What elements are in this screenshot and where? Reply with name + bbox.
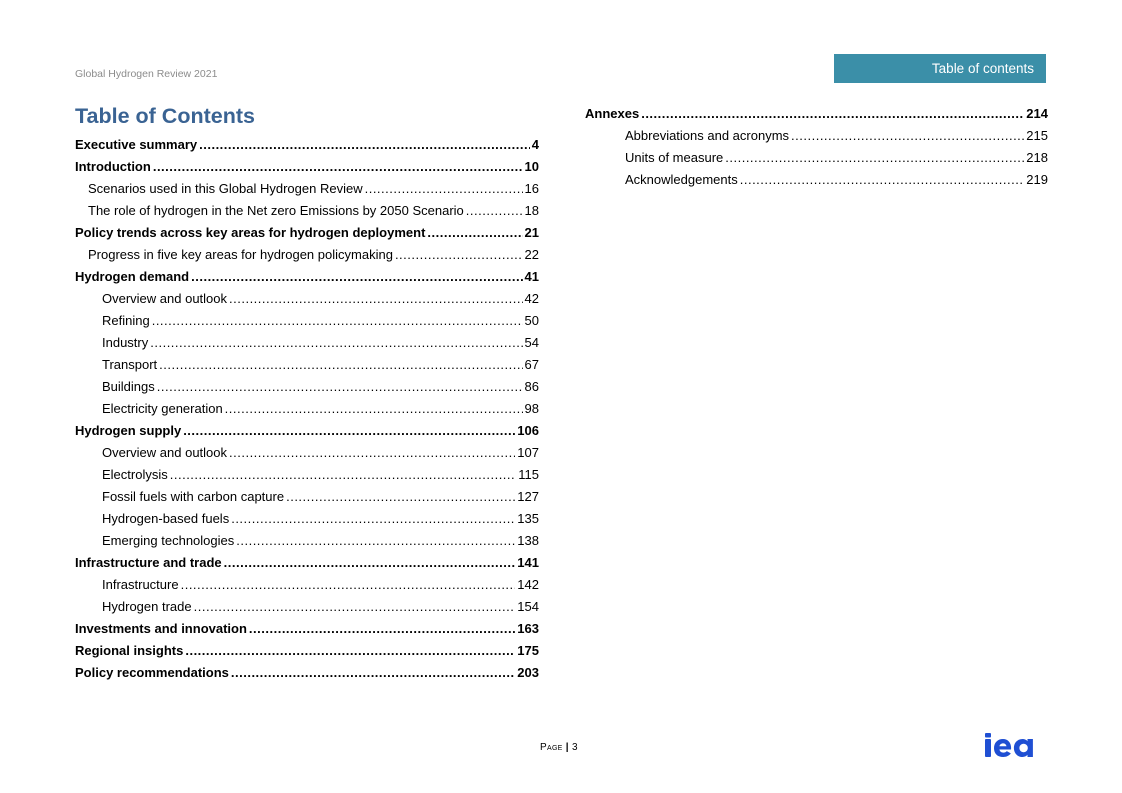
dot-leader bbox=[152, 310, 523, 332]
toc-entry-page: 41 bbox=[524, 269, 539, 284]
toc-entry-page: 4 bbox=[531, 137, 539, 152]
toc-entry[interactable] bbox=[75, 662, 539, 684]
toc-entry[interactable] bbox=[75, 508, 539, 530]
dot-leader bbox=[157, 376, 523, 398]
dot-leader bbox=[365, 178, 523, 200]
toc-entry-page: 98 bbox=[524, 401, 539, 416]
dot-leader bbox=[231, 508, 515, 530]
toc-entry-page: 10 bbox=[524, 159, 539, 174]
toc-entry[interactable] bbox=[585, 125, 1048, 147]
toc-entry-page: 127 bbox=[517, 489, 539, 504]
toc-entry[interactable] bbox=[75, 376, 539, 398]
dot-leader bbox=[249, 618, 515, 640]
toc-entry-label: Industry bbox=[102, 335, 149, 350]
toc-entry-page: 138 bbox=[517, 533, 539, 548]
toc-entry[interactable] bbox=[75, 486, 539, 508]
dot-leader bbox=[199, 134, 530, 156]
toc-entry[interactable] bbox=[75, 618, 539, 640]
toc-entry[interactable] bbox=[585, 103, 1048, 125]
toc-entry[interactable] bbox=[75, 574, 539, 596]
toc-entry-label: Policy recommendations bbox=[75, 665, 229, 680]
toc-entry-page: 16 bbox=[524, 181, 539, 196]
logo-i-stem bbox=[985, 739, 991, 757]
toc-entry[interactable] bbox=[75, 266, 539, 288]
toc-entry-page: 218 bbox=[1026, 150, 1048, 165]
toc-entry-label: Transport bbox=[102, 357, 158, 372]
dot-leader bbox=[791, 125, 1024, 147]
dot-leader bbox=[466, 200, 523, 222]
section-tab-label: Table of contents bbox=[931, 61, 1034, 76]
toc-entry[interactable] bbox=[75, 222, 539, 244]
toc-entry[interactable] bbox=[585, 169, 1048, 191]
toc-entry-page: 106 bbox=[517, 423, 539, 438]
toc-entry-page: 175 bbox=[517, 643, 539, 658]
dot-leader bbox=[286, 486, 515, 508]
dot-leader bbox=[181, 574, 516, 596]
dot-leader bbox=[194, 596, 516, 618]
page-label: Page bbox=[540, 742, 563, 753]
toc-entry-page: 22 bbox=[524, 247, 539, 262]
dot-leader bbox=[427, 222, 522, 244]
toc-entry-label: Overview and outlook bbox=[102, 291, 228, 306]
dot-leader bbox=[236, 530, 515, 552]
toc-entry-page: 203 bbox=[517, 665, 539, 680]
toc-entry-label: Infrastructure and trade bbox=[75, 555, 222, 570]
toc-entry[interactable] bbox=[75, 156, 539, 178]
toc-entry-label: Policy trends across key areas for hydrogen deployment bbox=[75, 225, 426, 240]
logo-a bbox=[1014, 739, 1033, 757]
toc-entry-label: Overview and outlook bbox=[102, 445, 228, 460]
dot-leader bbox=[229, 442, 515, 464]
toc-entry-page: 219 bbox=[1026, 172, 1048, 187]
toc-entry-page: 214 bbox=[1026, 106, 1048, 121]
toc-entry-page: 107 bbox=[517, 445, 539, 460]
toc-entry[interactable] bbox=[75, 640, 539, 662]
dot-leader bbox=[641, 103, 1024, 125]
toc-entry-page: 142 bbox=[517, 577, 539, 592]
toc-entry-label: Hydrogen demand bbox=[75, 269, 190, 284]
toc-entry[interactable] bbox=[75, 398, 539, 420]
toc-entry-label: Introduction bbox=[75, 159, 151, 174]
toc-entry-page: 115 bbox=[518, 467, 539, 482]
toc-entry-label: Refining bbox=[102, 313, 150, 328]
dot-leader bbox=[153, 156, 523, 178]
toc-entry[interactable] bbox=[585, 147, 1048, 169]
toc-entry[interactable] bbox=[75, 310, 539, 332]
toc-entry-label: Regional insights bbox=[75, 643, 184, 658]
toc-entry[interactable] bbox=[75, 552, 539, 574]
toc-entry[interactable] bbox=[75, 420, 539, 442]
toc-entry-page: 54 bbox=[524, 335, 539, 350]
page-number: 3 bbox=[571, 742, 578, 753]
logo-i-dot bbox=[985, 733, 991, 738]
document-name: Global Hydrogen Review 2021 bbox=[75, 68, 218, 80]
toc-entry-page: 18 bbox=[524, 203, 539, 218]
toc-entry-label: Fossil fuels with carbon capture bbox=[102, 489, 285, 504]
dot-leader bbox=[225, 398, 523, 420]
dot-leader bbox=[191, 266, 522, 288]
logo-e bbox=[994, 739, 1011, 757]
toc-entry[interactable] bbox=[75, 442, 539, 464]
toc-entry-label: Abbreviations and acronyms bbox=[625, 128, 790, 143]
dot-leader bbox=[185, 640, 515, 662]
dot-leader bbox=[231, 662, 515, 684]
toc-entry-page: 67 bbox=[524, 357, 539, 372]
toc-entry[interactable] bbox=[75, 244, 539, 266]
dot-leader bbox=[224, 552, 516, 574]
dot-leader bbox=[183, 420, 515, 442]
toc-entry-page: 86 bbox=[524, 379, 539, 394]
toc-entry-page: 154 bbox=[517, 599, 539, 614]
toc-entry-page: 50 bbox=[524, 313, 539, 328]
dot-leader bbox=[725, 147, 1024, 169]
toc-entry-label: Scenarios used in this Global Hydrogen Review bbox=[88, 181, 363, 196]
dot-leader bbox=[395, 244, 523, 266]
toc-entry-label: Acknowledgements bbox=[625, 172, 738, 187]
toc-entry-page: 141 bbox=[517, 555, 539, 570]
toc-entry[interactable] bbox=[75, 596, 539, 618]
page-number-footer bbox=[540, 742, 578, 753]
section-tab bbox=[834, 54, 1046, 83]
toc-entry-label: Electrolysis bbox=[102, 467, 168, 482]
toc-entry-label: Hydrogen supply bbox=[75, 423, 182, 438]
toc-entry-label: Infrastructure bbox=[102, 577, 179, 592]
toc-entry-page: 135 bbox=[517, 511, 539, 526]
dot-leader bbox=[170, 464, 517, 486]
toc-entry-label: Emerging technologies bbox=[102, 533, 235, 548]
toc-entry-page: 215 bbox=[1026, 128, 1048, 143]
toc-right-column bbox=[585, 103, 1048, 191]
dot-leader bbox=[740, 169, 1025, 191]
toc-entry-label: Progress in five key areas for hydrogen policymaking bbox=[88, 247, 393, 262]
toc-entry[interactable] bbox=[75, 200, 539, 222]
dot-leader bbox=[150, 332, 522, 354]
toc-entry[interactable] bbox=[75, 530, 539, 552]
toc-entry-label: Units of measure bbox=[625, 150, 724, 165]
toc-entry-label: Buildings bbox=[102, 379, 155, 394]
toc-entry[interactable] bbox=[75, 332, 539, 354]
toc-entry-page: 21 bbox=[524, 225, 539, 240]
toc-entry[interactable] bbox=[75, 178, 539, 200]
toc-entry[interactable] bbox=[75, 354, 539, 376]
page-separator: | bbox=[565, 742, 569, 753]
toc-entry[interactable] bbox=[75, 464, 539, 486]
toc-entry-label: Executive summary bbox=[75, 137, 198, 152]
toc-entry-label: Annexes bbox=[585, 106, 640, 121]
toc-left-column bbox=[75, 134, 539, 684]
toc-entry[interactable] bbox=[75, 288, 539, 310]
toc-entry[interactable] bbox=[75, 134, 539, 156]
toc-entry-label: The role of hydrogen in the Net zero Emissions by 2050 Scenario bbox=[88, 203, 464, 218]
toc-entry-page: 42 bbox=[524, 291, 539, 306]
toc-entry-label: Hydrogen-based fuels bbox=[102, 511, 230, 526]
dot-leader bbox=[159, 354, 522, 376]
toc-entry-label: Investments and innovation bbox=[75, 621, 247, 636]
dot-leader bbox=[229, 288, 523, 310]
toc-entry-page: 163 bbox=[517, 621, 539, 636]
toc-title: Table of Contents bbox=[75, 104, 255, 128]
iea-logo bbox=[984, 732, 1048, 760]
toc-entry-label: Electricity generation bbox=[102, 401, 223, 416]
toc-entry-label: Hydrogen trade bbox=[102, 599, 192, 614]
